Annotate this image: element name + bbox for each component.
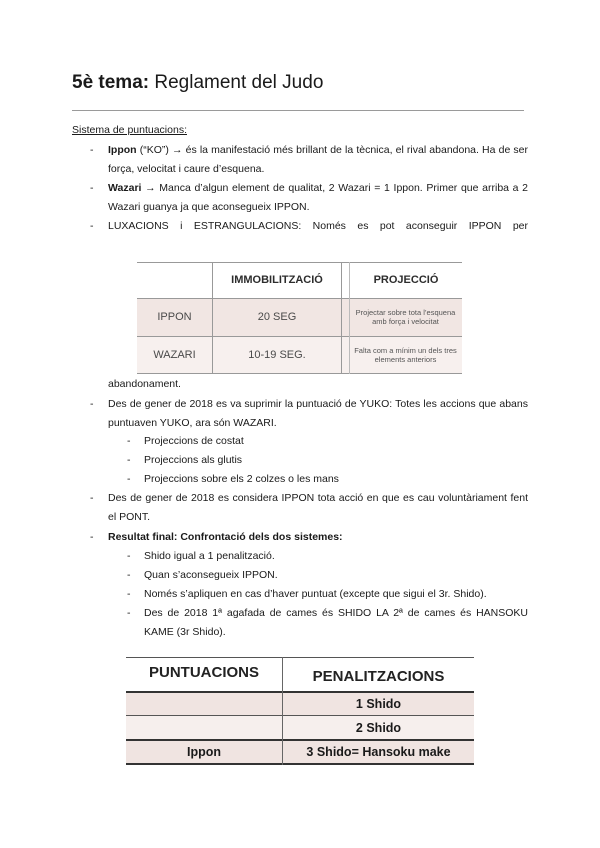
page-title — [72, 72, 323, 94]
bullet-dash: - — [90, 182, 94, 194]
table-cell-left: Ippon — [186, 744, 221, 759]
table-cell-time: 20 SEG — [257, 311, 297, 323]
bullet-dash: - — [127, 588, 131, 600]
paragraph-luxacions: LUXACIONS i ESTRANGULACIONS: Només es pot aconseguir IPPON per — [108, 220, 528, 232]
table-header-immobilitzacio: IMMOBILITZACIÓ — [231, 274, 323, 286]
table-cell-left — [126, 716, 282, 739]
paragraph-ippon — [108, 141, 528, 179]
table-cell-left — [126, 692, 282, 715]
table-header-puntuacions: PUNTUACIONS — [148, 663, 259, 681]
table-cell-desc: Projectar sobre tota l’esquena amb força i velocitat — [355, 308, 456, 326]
ippon-term: Ippon — [108, 144, 137, 156]
list-item: Només s’apliquen en cas d’haver puntuat (excepte que sigui el 3r. Shido). — [144, 588, 487, 600]
table-cell-desc: Falta com a mínim un dels tres elements anteriors — [354, 346, 457, 364]
table-row-label: WAZARI — [153, 349, 196, 361]
table-cell-time: 10-19 SEG. — [248, 349, 306, 361]
table-header-projeccio: PROJECCIÓ — [373, 274, 439, 286]
scoring-table — [126, 657, 474, 765]
bullet-dash: - — [90, 220, 94, 232]
paragraph-resultat-final: Resultat final: Confrontació dels dos sistemes: — [108, 531, 343, 543]
title-bold: 5è tema: — [72, 72, 150, 93]
table-cell-right: 1 Shido — [355, 696, 402, 711]
title-rest: Reglament del Judo — [149, 72, 324, 93]
bullet-dash: - — [127, 435, 131, 447]
list-item: Shido igual a 1 penalització. — [144, 550, 275, 562]
section-label: Sistema de puntuacions: — [72, 124, 187, 136]
table-line — [126, 763, 474, 765]
bullet-dash: - — [127, 473, 131, 485]
bullet-dash: - — [90, 492, 94, 504]
techniques-table — [137, 262, 462, 374]
table-cell-right: 2 Shido — [355, 720, 402, 735]
paragraph-wazari — [108, 179, 528, 217]
title-divider — [72, 110, 524, 111]
table-header-penalitzacions: PENALITZACIONS — [312, 667, 445, 685]
bullet-dash: - — [90, 144, 94, 156]
bullet-dash: - — [90, 531, 94, 543]
list-item: Projeccions de costat — [144, 435, 244, 447]
list-item: Des de 2018 1ª agafada de cames és SHIDO LA 2ª de cames és HANSOKU KAME (3r Shido). — [144, 607, 528, 638]
ippon-text: (“KO”) → és la manifestació més brillant de la tècnica, el rival abandona. Ha de ser força, velocitat i caure d’esquena. — [108, 144, 528, 175]
bullet-dash: - — [127, 454, 131, 466]
paragraph-pont: Des de gener de 2018 es considera IPPON tota acció en que es cau voluntàriament fent el PONT. — [108, 492, 528, 523]
bullet-dash: - — [127, 569, 131, 581]
table-line — [341, 262, 342, 374]
bullet-dash: - — [127, 550, 131, 562]
paragraph-abandonament: abandonament. — [108, 378, 181, 390]
paragraph-yuko: Des de gener de 2018 es va suprimir la puntuació de YUKO: Totes les accions que abans puntuaven YUKO, ara són WAZARI. — [108, 398, 528, 429]
wazari-text: → Manca d’algun element de qualitat, 2 Wazari = 1 Ippon. Primer que arriba a 2 Wazari guanya ja que aconsegueix IPPON. — [108, 182, 528, 213]
wazari-term: Wazari — [108, 182, 142, 194]
table-row-label: IPPON — [157, 311, 192, 323]
list-item: Projeccions als glutis — [144, 454, 243, 466]
list-item: Projeccions sobre els 2 colzes o les mans — [144, 473, 339, 485]
bullet-dash: - — [127, 607, 131, 619]
list-item: Quan s’aconsegueix IPPON. — [144, 569, 278, 581]
table-cell-right: 3 Shido= Hansoku make — [306, 744, 451, 759]
bullet-dash: - — [90, 398, 94, 410]
